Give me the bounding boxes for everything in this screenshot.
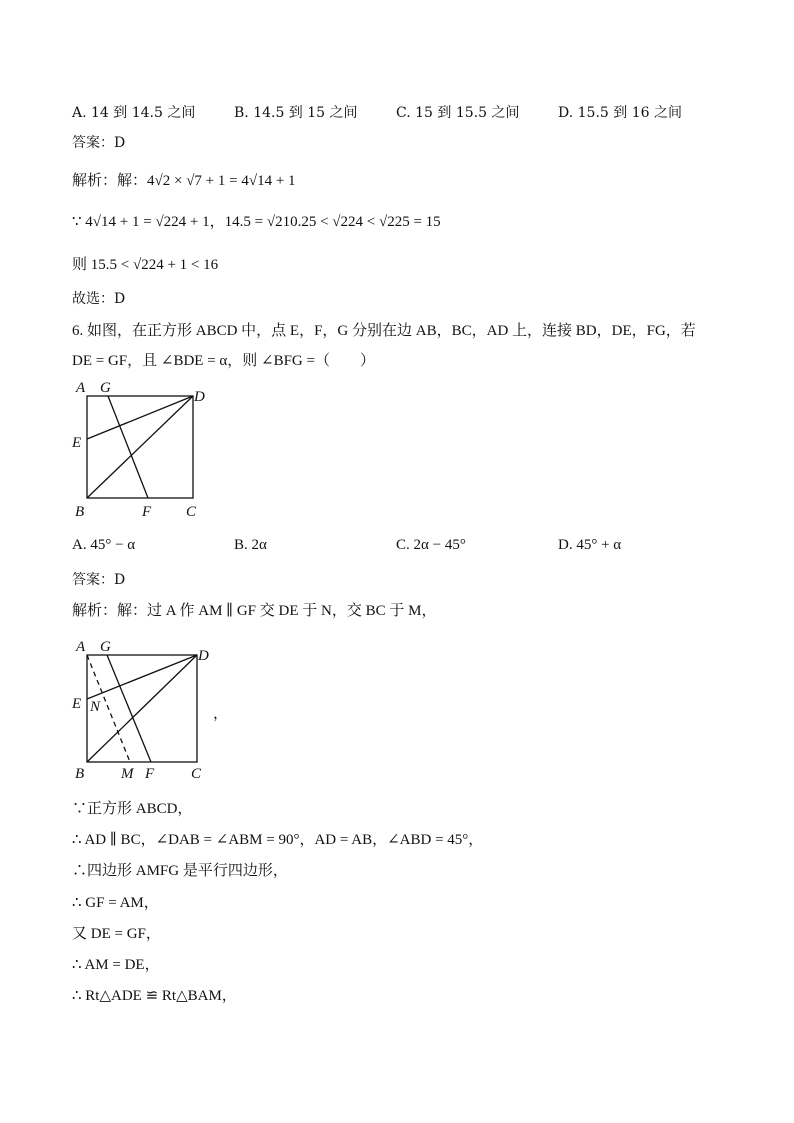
q6-option-b: B. 2α [234,537,267,553]
label-e-2: E [72,696,82,712]
label-b-2: B [75,766,85,782]
q5-choice: 故选：D [72,291,126,307]
label-f: F [142,504,152,520]
q5-analysis-line-1: 解析：解：4√2 × √7 + 1 = 4√14 + 1 [72,173,296,189]
q6-analysis-intro: 解析：解：过 A 作 AM ∥ GF 交 DE 于 N，交 BC 于 M， [72,603,437,619]
label-c: C [186,504,197,520]
proof-line-7: ∴ Rt△ADE ≌ Rt△BAM， [72,988,237,1004]
label-g: G [100,380,111,396]
q5-option-b: B. 14.5 到 15 之间 [234,105,358,121]
segment-bd-2 [87,655,197,762]
proof-line-4: ∴ GF = AM， [72,895,159,911]
label-c-2: C [191,766,202,782]
proof-line-5: 又 DE = GF， [72,926,161,942]
q6-option-d: D. 45° + α [558,537,622,553]
q6-answer: 答案：D [72,572,126,588]
label-n-2: N [90,699,101,715]
segment-de-2 [87,655,197,699]
q6-stem-line-1: 6. 如图，在正方形 ABCD 中，点 E，F，G 分别在边 AB，BC，AD 上，连接 BD，DE，FG，若 [72,323,696,339]
label-m-2: M [121,766,134,782]
proof-line-6: ∴ AM = DE， [72,957,160,973]
label-g-2: G [100,639,111,655]
q5-analysis-line-3: 则 15.5 < √224 + 1 < 16 [72,257,219,273]
proof-line-2: ∴ AD ∥ BC，∠DAB = ∠ABM = 90°，AD = AB，∠ABD = 45°， [72,832,484,848]
figure2-comma: ， [213,704,229,722]
label-f-2: F [145,766,155,782]
q6-option-a: A. 45° − α [72,537,136,553]
label-d: D [194,389,205,405]
label-d-2: D [198,648,209,664]
q5-option-a: A. 14 到 14.5 之间 [72,105,196,121]
proof-line-1: ∵正方形 ABCD， [72,801,193,817]
segment-gf-2 [107,655,151,762]
label-a-2: A [76,639,86,655]
q5-analysis-line-2: ∵ 4√14 + 1 = √224 + 1，14.5 = √210.25 < √224 < √225 = 15 [72,214,441,230]
label-a: A [76,380,86,396]
q5-option-d: D. 15.5 到 16 之间 [558,105,682,121]
q6-option-c: C. 2α − 45° [396,537,466,553]
label-e: E [72,435,82,451]
proof-line-3: ∴四边形 AMFG 是平行四边形， [72,863,288,879]
q5-answer: 答案：D [72,135,126,151]
q5-option-c: C. 15 到 15.5 之间 [396,105,520,121]
label-b: B [75,504,85,520]
q6-stem-line-2: DE = GF，且 ∠BDE = α，则 ∠BFG =（ ） [72,353,375,369]
